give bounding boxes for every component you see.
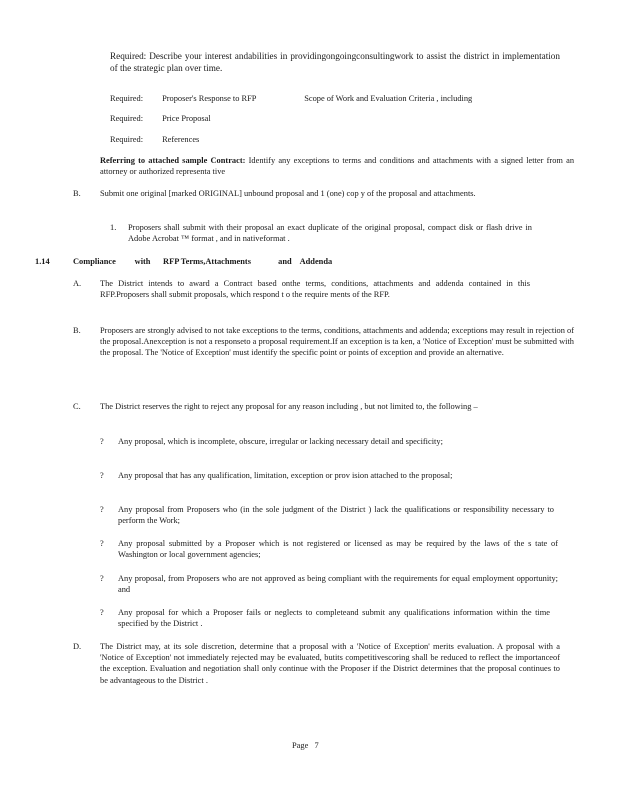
page-number: Page 7 <box>292 741 319 750</box>
referring-paragraph <box>100 155 574 177</box>
bullet-mark: ? <box>100 574 104 583</box>
bullet-text: Any proposal submitted by a Proposer which is not registered or licensed as may be required by the laws of the s tate of Washington or local government agencies; <box>118 539 558 560</box>
item-label: B. <box>73 326 81 335</box>
item-label: A. <box>73 279 82 288</box>
bullet-mark: ? <box>100 539 104 548</box>
bullet-mark: ? <box>100 608 104 617</box>
bullet-mark: ? <box>100 471 104 480</box>
item-d-label: D. <box>73 642 82 651</box>
required-text: References <box>162 135 200 144</box>
referring-text: Identify any exceptions to terms and conditions and attachments with a signed letter from an attorney or authorized representa tive <box>100 156 575 177</box>
bullet-text: Any proposal from Proposers who (in the sole judgment of the District ) lack the qualifications or responsibility necessary to perform the Work; <box>118 505 554 526</box>
bullet-text: Any proposal, which is incomplete, obscure, irregular or lacking necessary detail and specificity; <box>118 437 443 446</box>
bullet-text: Any proposal for which a Proposer fails or neglects to completeand submit any qualifications information within the time specified by the District . <box>118 608 550 629</box>
bullet-text: Any proposal that has any qualification, limitation, exception or prov ision attached to the proposal; <box>118 471 453 480</box>
required-text: Proposer's Response to RFP <box>162 94 257 103</box>
required-item <box>110 113 211 124</box>
required-label: Required: <box>110 114 144 123</box>
bullet-mark: ? <box>100 437 104 446</box>
bullet-text: Any proposal, from Proposers who are not approved as being compliant with the requirements for equal employment opportunity; and <box>118 574 558 595</box>
item-b1-label: 1. <box>110 223 117 232</box>
bullet-mark: ? <box>100 505 104 514</box>
item-d-text: The District may, at its sole discretion, determine that a proposal with a 'Notice of Exception' merits evaluation. A proposal with a 'Notice of Exception' not immediately rejected may be evaluated, butits competitivescoring shall be reduced to reflect the importanceof the exception. Evaluation and negotiation shall only continue with the Proposer if the District determines that the proposal continues to be advantageous to the District . <box>100 642 560 685</box>
item-text: The District intends to award a Contract based onthe terms, conditions, attachments and addenda contained in this RFP.Proposers shall submit proposals, which respond t o the require ments of the RFP. <box>100 279 530 300</box>
referring-heading: Referring to attached sample Contract: <box>100 156 246 165</box>
section-title: Compliance with RFP Terms,Attachments and Addenda <box>73 257 333 266</box>
item-b-text: Submit one original [marked ORIGINAL] unbound proposal and 1 (one) cop y of the proposal and attachments. <box>100 189 476 198</box>
required-label: Required: <box>110 94 144 103</box>
item-b-label: B. <box>73 189 81 198</box>
intro-paragraph: Required: Describe your interest andabilities in providingongoingconsultingwork to assist the district in implementation of the strategic plan over time. <box>110 51 560 73</box>
required-item <box>110 93 472 104</box>
required-text: Price Proposal <box>162 114 211 123</box>
required-text-2: Scope of Work and Evaluation Criteria , including <box>304 94 473 103</box>
item-text: The District reserves the right to reject any proposal for any reason including , but not limited to, the following – <box>100 402 478 411</box>
item-label: C. <box>73 402 81 411</box>
item-text: Proposers are strongly advised to not take exceptions to the terms, conditions, attachments and addenda; exceptions may result in rejection of the proposal.Anexception is not a responseto a proposal requirement.If an exception is ta ken, a 'Notice of Exception' must be submitted with the proposal. The 'Notice of Exception' must identify the specific point or points of exception and provide an alternative. <box>100 326 574 358</box>
section-number: 1.14 <box>35 257 50 266</box>
item-b1-text: Proposers shall submit with their proposal an exact duplicate of the original proposal, compact disk or flash drive in Adobe Acrobat ™ format , and in nativeformat . <box>128 223 532 244</box>
required-item <box>110 134 199 145</box>
required-label: Required: <box>110 135 144 144</box>
